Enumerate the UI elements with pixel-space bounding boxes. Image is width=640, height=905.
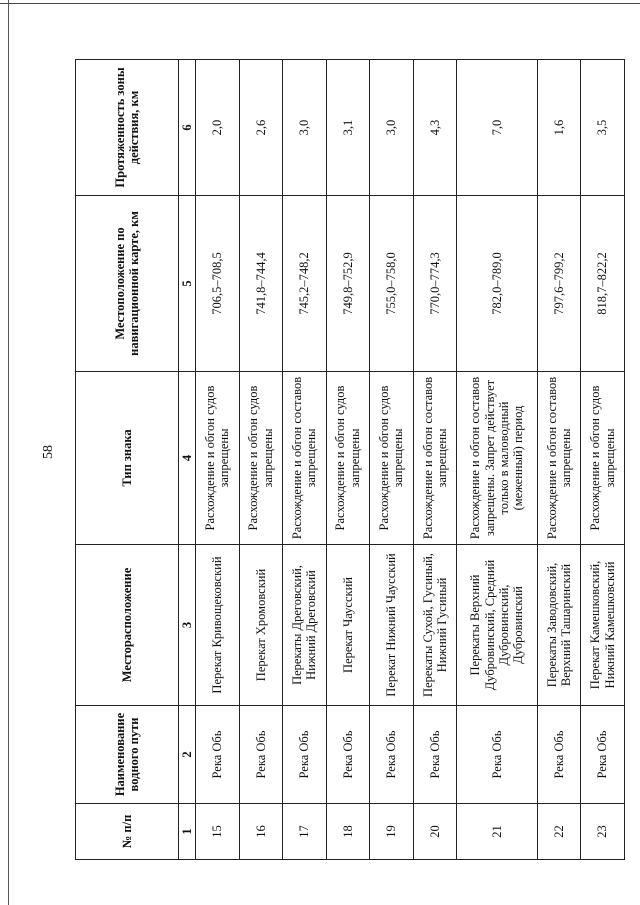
column-number-row: [179, 60, 196, 860]
table-row: [457, 60, 538, 860]
rotated-table: [75, 60, 625, 860]
cell-map-position: 706,5–708,5: [196, 196, 240, 372]
cell-sign-type: Расхождение и обгон судов запрещены: [581, 372, 625, 545]
cell-number: 21: [457, 804, 538, 860]
cell-number: 19: [370, 804, 414, 860]
cell-number: 18: [326, 804, 370, 860]
cell-map-position: 755,0–758,0: [370, 196, 414, 372]
cell-sign-type: Расхождение и обгон составов запрещены. Запрет действует только в маловодный (меженный) период: [457, 372, 538, 545]
column-number: 5: [179, 196, 196, 372]
table-row: [370, 60, 414, 860]
cell-waterway: Река Обь: [239, 706, 283, 804]
cell-zone-length: 3,5: [581, 60, 625, 196]
column-number: 2: [179, 706, 196, 804]
cell-location: Перекат Кривощековский: [196, 545, 240, 706]
cell-map-position: 797,6–799,2: [537, 196, 581, 372]
table-row: [537, 60, 581, 860]
cell-waterway: Река Обь: [581, 706, 625, 804]
cell-location: Перекат Нижний Чаусский: [370, 545, 414, 706]
cell-number: 16: [239, 804, 283, 860]
cell-zone-length: 2,0: [196, 60, 240, 196]
cell-waterway: Река Обь: [457, 706, 538, 804]
table-body: [196, 60, 625, 860]
cell-zone-length: 3,0: [370, 60, 414, 196]
cell-map-position: 782,0–789,0: [457, 196, 538, 372]
cell-zone-length: 3,1: [326, 60, 370, 196]
page-number-text: 58: [41, 445, 56, 459]
cell-location: Перекат Хромовский: [239, 545, 283, 706]
cell-zone-length: 4,3: [413, 60, 457, 196]
cell-number: 23: [581, 804, 625, 860]
column-number: 4: [179, 372, 196, 545]
cell-number: 17: [283, 804, 327, 860]
cell-sign-type: Расхождение и обгон составов запрещены: [283, 372, 327, 545]
page-left-edge: [8, 0, 9, 905]
cell-location: Перекат Камешковский, Нижний Камешковский: [581, 545, 625, 706]
cell-map-position: 745,2–748,2: [283, 196, 327, 372]
navigation-zones-table: [75, 59, 625, 860]
cell-location: Перекаты Дреговский, Нижний Дреговский: [283, 545, 327, 706]
header-sign-type: Тип знака: [76, 372, 179, 545]
header-waterway: Наименование водного пути: [76, 706, 179, 804]
table-container: [75, 60, 625, 860]
header-map-position: Местоположение по навигационной карте, км: [76, 196, 179, 372]
cell-location: Перекаты Сухой, Гусиный, Нижний Гусиный: [413, 545, 457, 706]
cell-number: 15: [196, 804, 240, 860]
cell-sign-type: Расхождение и обгон судов запрещены: [326, 372, 370, 545]
cell-waterway: Река Обь: [370, 706, 414, 804]
header-number: № п/п: [76, 804, 179, 860]
cell-waterway: Река Обь: [413, 706, 457, 804]
cell-location: Перекаты Заводовский, Верхний Ташаринский: [537, 545, 581, 706]
page-top-edge: [0, 3, 640, 4]
header-location: Месторасположение: [76, 545, 179, 706]
cell-map-position: 818,7–822,2: [581, 196, 625, 372]
cell-sign-type: Расхождение и обгон судов запрещены: [196, 372, 240, 545]
cell-sign-type: Расхождение и обгон составов запрещены: [413, 372, 457, 545]
table-row: [581, 60, 625, 860]
column-number: 3: [179, 545, 196, 706]
cell-sign-type: Расхождение и обгон судов запрещены: [370, 372, 414, 545]
header-row: [76, 60, 179, 860]
table-row: [413, 60, 457, 860]
cell-number: 22: [537, 804, 581, 860]
cell-map-position: 749,8–752,9: [326, 196, 370, 372]
cell-location: Перекаты Верхний Дубровинский, Средний Дубровинский, Дубровинский: [457, 545, 538, 706]
cell-sign-type: Расхождение и обгон составов запрещены: [537, 372, 581, 545]
cell-waterway: Река Обь: [283, 706, 327, 804]
table-row: [196, 60, 240, 860]
table-row: [283, 60, 327, 860]
cell-location: Перекат Чаусский: [326, 545, 370, 706]
page-number: [34, 440, 64, 464]
table-row: [326, 60, 370, 860]
cell-waterway: Река Обь: [537, 706, 581, 804]
column-number: 1: [179, 804, 196, 860]
cell-zone-length: 7,0: [457, 60, 538, 196]
cell-map-position: 741,8–744,4: [239, 196, 283, 372]
cell-zone-length: 1,6: [537, 60, 581, 196]
cell-map-position: 770,0–774,3: [413, 196, 457, 372]
cell-zone-length: 3,0: [283, 60, 327, 196]
cell-waterway: Река Обь: [326, 706, 370, 804]
cell-sign-type: Расхождение и обгон судов запрещены: [239, 372, 283, 545]
cell-zone-length: 2,6: [239, 60, 283, 196]
table-row: [239, 60, 283, 860]
cell-waterway: Река Обь: [196, 706, 240, 804]
cell-number: 20: [413, 804, 457, 860]
column-number: 6: [179, 60, 196, 196]
header-zone-length: Протяженность зоны действия, км: [76, 60, 179, 196]
